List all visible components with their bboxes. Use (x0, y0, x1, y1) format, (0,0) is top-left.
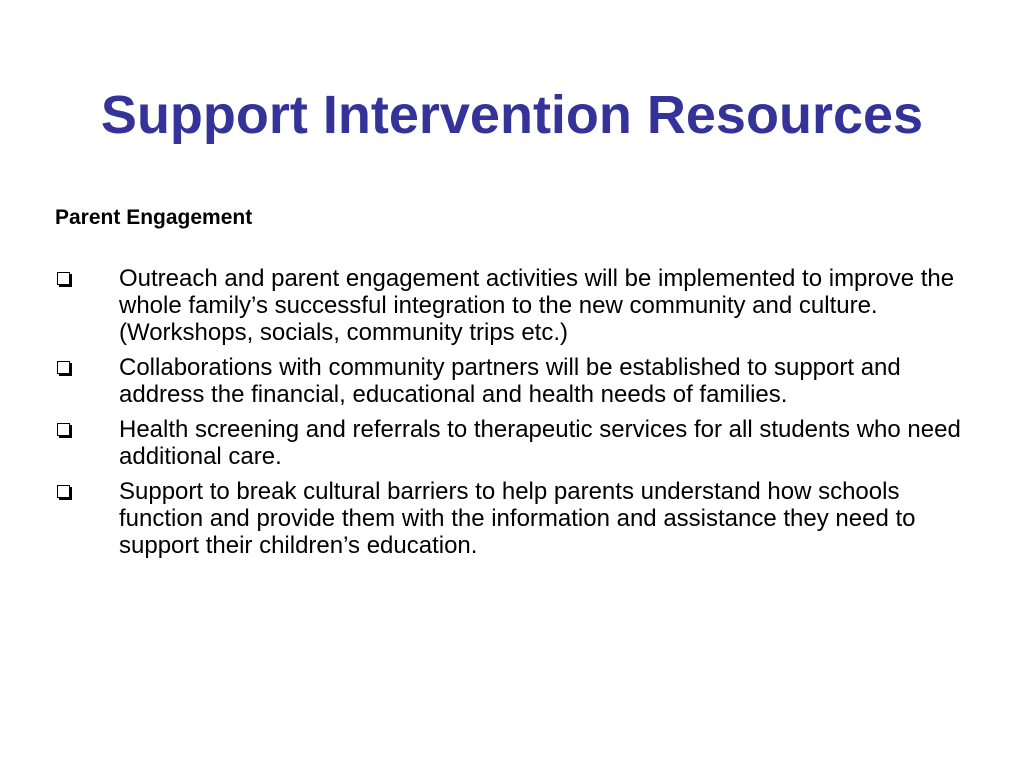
checkbox-icon (57, 272, 71, 286)
bullet-text: Outreach and parent engagement activities will be implemented to improve the whole family’s successful integration to the new community and culture. (Workshops, socials, community trips etc.) (119, 265, 955, 346)
bullet-list (55, 265, 965, 567)
bullet-text: Support to break cultural barriers to help parents understand how schools function and provide them with the information and assistance they need to support their children’s education. (119, 478, 916, 559)
checkbox-icon (57, 423, 71, 437)
bullet-item (55, 416, 965, 470)
checkbox-icon (57, 361, 71, 375)
bullet-text: Collaborations with community partners will be established to support and address the financial, educational and health needs of families. (119, 354, 901, 408)
bullet-item (55, 265, 965, 346)
bullet-item (55, 478, 965, 559)
checkbox-icon (57, 485, 71, 499)
bullet-item (55, 354, 965, 408)
slide-title: Support Intervention Resources (100, 85, 924, 145)
bullet-text: Health screening and referrals to therapeutic services for all students who need additional care. (119, 416, 961, 470)
section-subheading: Parent Engagement (55, 206, 253, 229)
